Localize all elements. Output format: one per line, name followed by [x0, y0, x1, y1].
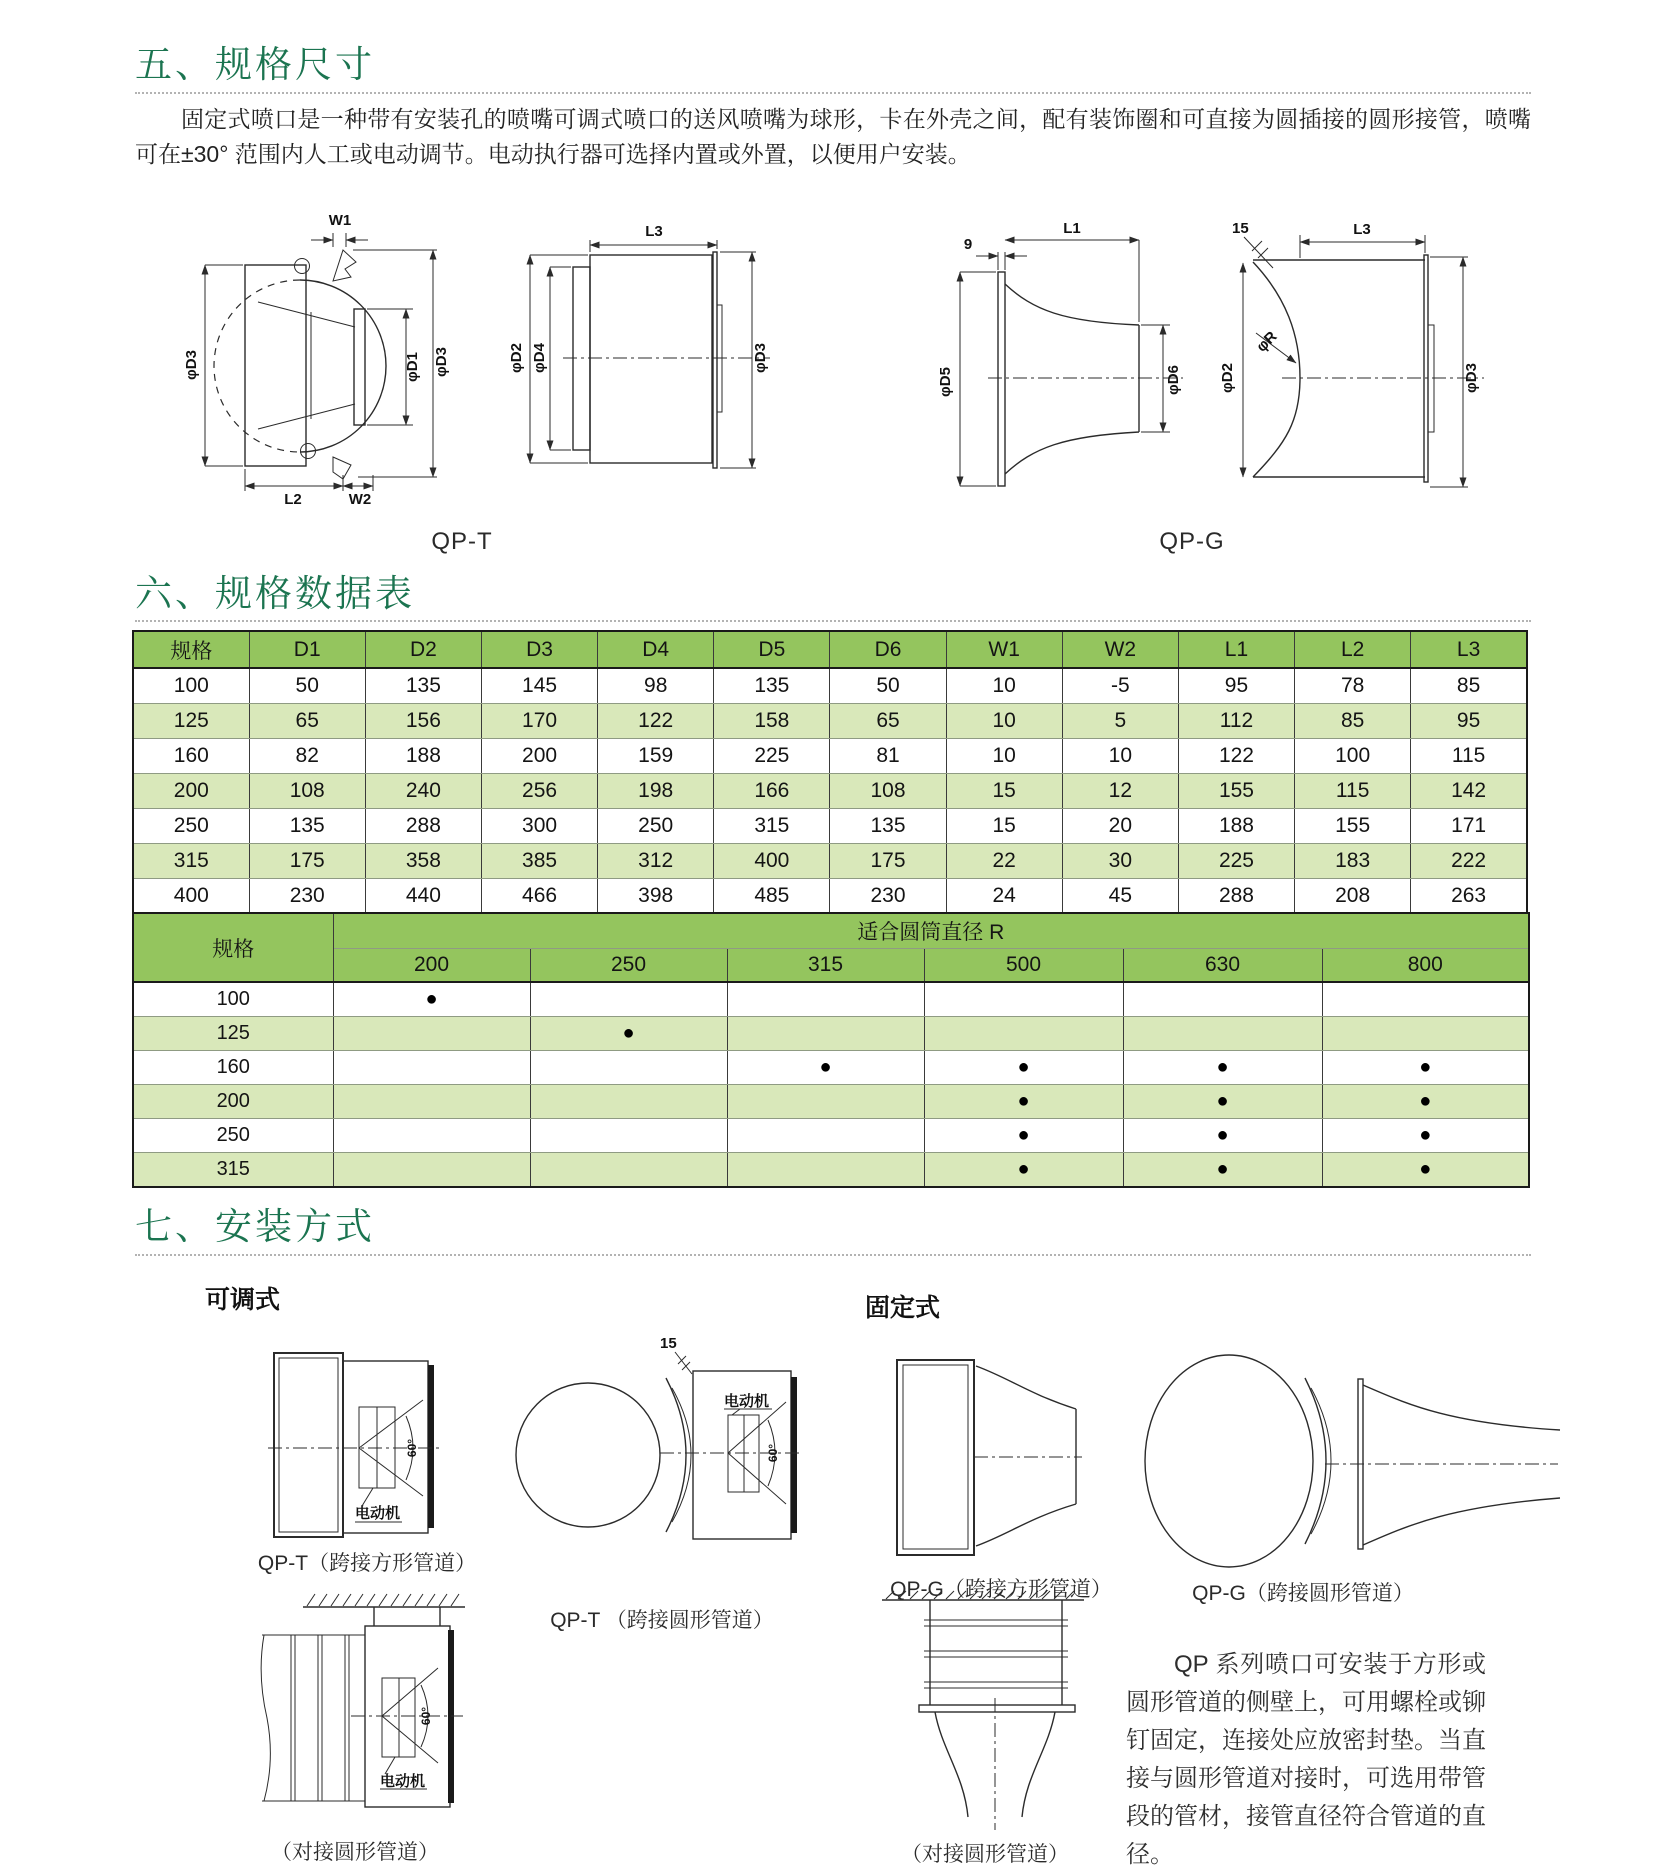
spec-table [132, 630, 1528, 915]
angle-label-2: 60° [766, 1443, 780, 1463]
install-butt-right-drawing [878, 1590, 1088, 1835]
dim-label-d4: φD4 [531, 343, 548, 373]
cell: 5 [1062, 704, 1178, 739]
t1-h: L1 [1178, 631, 1294, 668]
table-row [133, 1119, 1529, 1153]
cell: 95 [1411, 704, 1527, 739]
cell: 222 [1411, 844, 1527, 879]
cell: 15 [946, 774, 1062, 809]
dot-cell: ● [924, 1153, 1123, 1188]
dim-label-d6: φD6 [1165, 365, 1182, 395]
section5-paragraph: 固定式喷口是一种带有安装孔的喷嘴可调式喷口的送风喷嘴为球形，卡在外壳之间，配有装饰圈和可直接为圆插接的圆形接管，喷嘴可在±30° 范围内人工或电动调节。电动执行器可选择内置或外置，以便用户安装。 [135, 106, 1531, 167]
dot-cell [333, 1017, 530, 1051]
caption-qpt-round: QP-T （跨接圆形管道） [550, 1609, 774, 1632]
t1-h: W1 [946, 631, 1062, 668]
dot-cell [727, 1153, 924, 1188]
dim-label-15b: 15 [660, 1335, 677, 1352]
dim-label-d3-right: φD3 [433, 347, 450, 377]
dim-label-d3-left: φD3 [183, 350, 200, 380]
qpg-horn-drawing [938, 222, 1188, 507]
angle-label: 60° [405, 1438, 419, 1458]
dim-label-l1: L1 [1063, 220, 1081, 237]
cell: 250 [133, 1119, 333, 1153]
caption-qpt-square: QP-T（跨接方形管道） [257, 1552, 477, 1575]
dot-cell: ● [1123, 1085, 1322, 1119]
qpt-side-drawing [508, 218, 775, 490]
t2-h: 630 [1123, 949, 1322, 983]
dot-cell [727, 982, 924, 1017]
cell: 135 [714, 668, 830, 704]
t1-h: D4 [598, 631, 714, 668]
table-row [133, 844, 1527, 879]
cell: 160 [133, 1051, 333, 1085]
spec-table-header-row [133, 631, 1527, 668]
t1-h: D5 [714, 631, 830, 668]
cell: 240 [365, 774, 481, 809]
dot-cell [924, 982, 1123, 1017]
cell: 300 [481, 809, 597, 844]
cell: 315 [133, 1153, 333, 1188]
dim-label-9: 9 [963, 236, 973, 253]
dim-label-l2: L2 [284, 491, 302, 508]
t1-h: D1 [249, 631, 365, 668]
cell: -5 [1062, 668, 1178, 704]
install-qpt-round-drawing [510, 1332, 802, 1582]
cell: 170 [481, 704, 597, 739]
dot-cell: ● [1123, 1051, 1322, 1085]
cell: 312 [598, 844, 714, 879]
section6-title: 六、规格数据表 [135, 573, 415, 614]
cell: 166 [714, 774, 830, 809]
section5-divider [135, 92, 1531, 94]
cell: 171 [1411, 809, 1527, 844]
cell: 188 [1178, 809, 1294, 844]
install-qpg-round-drawing [1145, 1348, 1560, 1573]
section7-paragraph: QP 系列喷口可安装于方形或圆形管道的侧壁上，可用螺栓或铆钉固定，连接处应放密封垫。当直接与圆形管道对接时，可选用带管段的管材，接管直径符合管道的直径。 [1126, 1651, 1486, 1867]
dot-cell [1322, 982, 1529, 1017]
t2-header-row1 [133, 913, 1529, 949]
adjustable-label: 可调式 [205, 1286, 281, 1314]
cell: 315 [133, 844, 249, 879]
install-qpt-square-drawing [268, 1348, 443, 1543]
motor-label-2: 电动机 [724, 1393, 770, 1410]
cell: 78 [1295, 668, 1411, 704]
dim-label-d5: φD5 [937, 367, 954, 397]
cell: 135 [365, 668, 481, 704]
cell: 115 [1295, 774, 1411, 809]
cell: 100 [1295, 739, 1411, 774]
t2-spec-header: 规格 [133, 913, 333, 982]
dot-cell: ● [1123, 1153, 1322, 1188]
cell: 22 [946, 844, 1062, 879]
dot-cell [727, 1119, 924, 1153]
t1-h: D3 [481, 631, 597, 668]
qpt-front-drawing [183, 207, 453, 507]
dot-cell: ● [1322, 1153, 1529, 1188]
table-row [133, 879, 1527, 915]
cell: 20 [1062, 809, 1178, 844]
t2-span-header: 适合圆筒直径 R [333, 913, 1529, 949]
cell: 315 [714, 809, 830, 844]
cell: 10 [946, 739, 1062, 774]
cell: 12 [1062, 774, 1178, 809]
section7-divider [135, 1254, 1531, 1256]
table-row [133, 1085, 1529, 1119]
cell: 142 [1411, 774, 1527, 809]
motor-label: 电动机 [355, 1505, 401, 1522]
cell: 225 [1178, 844, 1294, 879]
table-row [133, 1017, 1529, 1051]
t2-h: 200 [333, 949, 530, 983]
dot-cell [530, 1119, 727, 1153]
cell: 65 [249, 704, 365, 739]
cell: 10 [946, 668, 1062, 704]
angle-label-3: 60° [419, 1706, 433, 1726]
dot-cell [333, 1085, 530, 1119]
section5-title: 五、规格尺寸 [135, 44, 375, 85]
table-row [133, 1051, 1529, 1085]
cell: 400 [714, 844, 830, 879]
dot-cell: ● [924, 1119, 1123, 1153]
cell: 250 [133, 809, 249, 844]
cell: 82 [249, 739, 365, 774]
cell: 135 [830, 809, 946, 844]
table-row [133, 704, 1527, 739]
cell: 145 [481, 668, 597, 704]
table-row [133, 1153, 1529, 1188]
dot-cell [530, 1153, 727, 1188]
cell: 125 [133, 704, 249, 739]
cell: 160 [133, 739, 249, 774]
cell: 24 [946, 879, 1062, 915]
dim-label-l3: L3 [645, 223, 663, 240]
caption-qpg-round: QP-G（跨接圆形管道） [1192, 1582, 1414, 1605]
dot-cell: ● [924, 1085, 1123, 1119]
cell: 183 [1295, 844, 1411, 879]
motor-label-3: 电动机 [380, 1773, 426, 1790]
dot-cell: ● [924, 1051, 1123, 1085]
cell: 115 [1411, 739, 1527, 774]
cell: 385 [481, 844, 597, 879]
dim-label-r: φR [1253, 328, 1281, 356]
install-qpg-square-drawing [894, 1356, 1084, 1561]
dim-label-d2b: φD2 [1219, 363, 1236, 393]
cell: 485 [714, 879, 830, 915]
cell: 175 [249, 844, 365, 879]
t1-h: 规格 [133, 631, 249, 668]
cell: 85 [1411, 668, 1527, 704]
dim-label-w2: W2 [348, 491, 372, 508]
dot-cell [727, 1017, 924, 1051]
t2-h: 250 [530, 949, 727, 983]
dot-cell [924, 1017, 1123, 1051]
cell: 100 [133, 668, 249, 704]
dim-label-d3b: φD3 [1463, 363, 1480, 393]
caption-qpg-square: QP-G（跨接方形管道） [890, 1578, 1112, 1601]
t1-h: D6 [830, 631, 946, 668]
dot-cell [727, 1085, 924, 1119]
cell: 200 [133, 774, 249, 809]
qpg-rear-drawing [1218, 215, 1490, 500]
table-row [133, 774, 1527, 809]
dot-cell [333, 1153, 530, 1188]
t1-h: L3 [1411, 631, 1527, 668]
dot-cell: ● [1322, 1051, 1529, 1085]
caption-qpg: QP-G [1159, 528, 1225, 555]
dim-label-d2: φD2 [508, 343, 525, 373]
cell: 200 [481, 739, 597, 774]
cell: 155 [1295, 809, 1411, 844]
cell: 200 [133, 1085, 333, 1119]
cell: 208 [1295, 879, 1411, 915]
cell: 230 [830, 879, 946, 915]
cell: 230 [249, 879, 365, 915]
cell: 108 [830, 774, 946, 809]
cell: 466 [481, 879, 597, 915]
dot-cell: ● [333, 982, 530, 1017]
dot-cell [1123, 982, 1322, 1017]
dot-cell: ● [1123, 1119, 1322, 1153]
cell: 288 [1178, 879, 1294, 915]
cell: 85 [1295, 704, 1411, 739]
cell: 225 [714, 739, 830, 774]
cell: 288 [365, 809, 481, 844]
cell: 175 [830, 844, 946, 879]
dot-cell [530, 1051, 727, 1085]
cell: 112 [1178, 704, 1294, 739]
cell: 256 [481, 774, 597, 809]
section7-title: 七、安装方式 [135, 1206, 375, 1247]
cell: 122 [598, 704, 714, 739]
cell: 98 [598, 668, 714, 704]
t2-header-row2 [133, 949, 1529, 983]
cell: 156 [365, 704, 481, 739]
cell: 398 [598, 879, 714, 915]
section6-divider [135, 620, 1531, 622]
cell: 358 [365, 844, 481, 879]
cell: 45 [1062, 879, 1178, 915]
cell: 188 [365, 739, 481, 774]
cell: 50 [249, 668, 365, 704]
cell: 440 [365, 879, 481, 915]
t2-h: 315 [727, 949, 924, 983]
dot-cell [1322, 1017, 1529, 1051]
cell: 81 [830, 739, 946, 774]
caption-butt-left: （对接圆形管道） [271, 1841, 439, 1864]
cell: 263 [1411, 879, 1527, 915]
cell: 108 [249, 774, 365, 809]
cell: 100 [133, 982, 333, 1017]
cell: 159 [598, 739, 714, 774]
cylinder-diameter-table [132, 912, 1530, 1188]
dot-cell [333, 1051, 530, 1085]
cell: 122 [1178, 739, 1294, 774]
dot-cell: ● [1322, 1085, 1529, 1119]
cell: 198 [598, 774, 714, 809]
t2-h: 800 [1322, 949, 1529, 983]
dim-label-l3b: L3 [1353, 221, 1371, 238]
table-row [133, 809, 1527, 844]
t1-h: D2 [365, 631, 481, 668]
t1-h: W2 [1062, 631, 1178, 668]
dim-label-d3-side: φD3 [752, 343, 769, 373]
dot-cell [530, 1085, 727, 1119]
dot-cell [1123, 1017, 1322, 1051]
dim-label-w1: W1 [328, 212, 352, 229]
cell: 158 [714, 704, 830, 739]
caption-butt-right: （对接圆形管道） [901, 1843, 1069, 1866]
cell: 10 [1062, 739, 1178, 774]
install-butt-left-drawing [253, 1590, 468, 1820]
cell: 250 [598, 809, 714, 844]
dot-cell: ● [530, 1017, 727, 1051]
table-row [133, 982, 1529, 1017]
t1-h: L2 [1295, 631, 1411, 668]
dot-cell [530, 982, 727, 1017]
t2-h: 500 [924, 949, 1123, 983]
cell: 400 [133, 879, 249, 915]
dot-cell: ● [1322, 1119, 1529, 1153]
table-row [133, 739, 1527, 774]
caption-qpt: QP-T [431, 528, 493, 555]
cell: 15 [946, 809, 1062, 844]
dot-cell: ● [727, 1051, 924, 1085]
cell: 30 [1062, 844, 1178, 879]
table-row [133, 668, 1527, 704]
dot-cell [333, 1119, 530, 1153]
cell: 50 [830, 668, 946, 704]
cell: 10 [946, 704, 1062, 739]
fixed-label: 固定式 [865, 1294, 941, 1322]
cell: 125 [133, 1017, 333, 1051]
cell: 135 [249, 809, 365, 844]
cell: 95 [1178, 668, 1294, 704]
cell: 155 [1178, 774, 1294, 809]
dim-label-15: 15 [1232, 220, 1249, 237]
dim-label-d1: φD1 [404, 352, 421, 382]
cell: 65 [830, 704, 946, 739]
